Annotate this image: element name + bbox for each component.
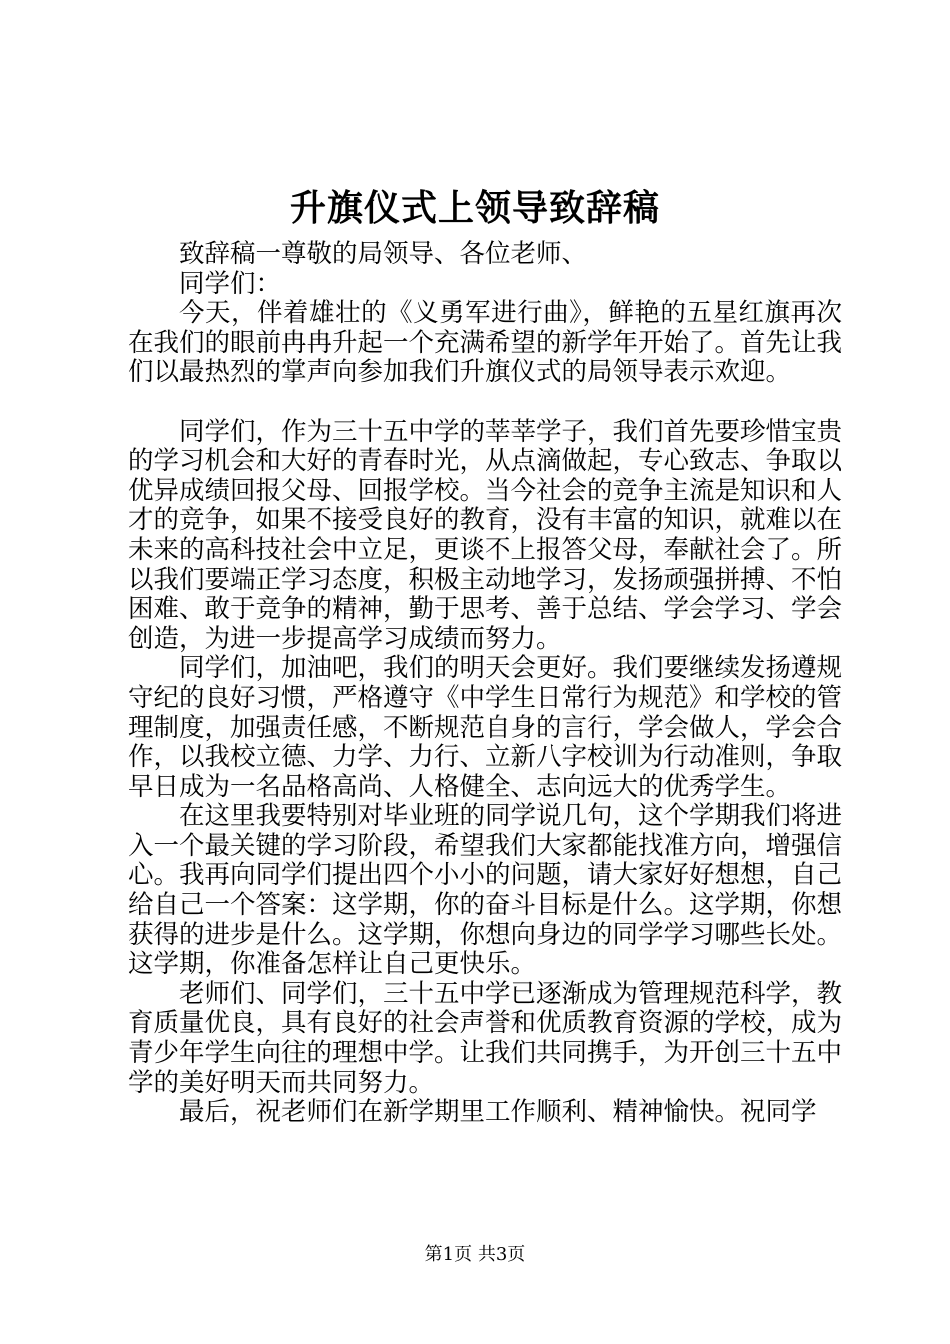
document-body [128,240,842,1128]
salutation-line: 致辞稿一尊敬的局领导、各位老师、 [179,239,588,269]
body-paragraph: 今天，伴着雄壮的《义勇军进行曲》，鲜艳的五星红旗再次在我们的眼前冉冉升起一个充满希望的新学年开始了。首先让我们以最热烈的掌声向参加我们升旗仪式的局领导表示欢迎。 [128,298,843,388]
body-paragraph: 同学们，作为三十五中学的莘莘学子，我们首先要珍惜宝贵的学习机会和大好的青春时光，从点滴做起，专心致志、争取以优异成绩回报父母、回报学校。当今社会的竞争主流是知识和人才的竞争，如果不接受良好的教育，没有丰富的知识，就难以在未来的高科技社会中立足，更谈不上报答父母，奉献社会了。所以我们要端正学习态度，积极主动地学习，发扬顽强拼搏、不怕困难、敢于竞争的精神，勤于思考、善于总结、学会学习、学会创造，为进一步提高学习成绩而努力。 [128,416,843,654]
body-paragraph: 同学们，加油吧，我们的明天会更好。我们要继续发扬遵规守纪的良好习惯，严格遵守《中学生日常行为规范》和学校的管理制度，加强责任感，不断规范自身的言行，学会做人，学会合作，以我校立德、力学、力行、立新八字校训为行动准则，争取早日成为一名品格高尚、人格健全、志向远大的优秀学生。 [128,653,843,802]
body-paragraph: 老师们、同学们，三十五中学已逐渐成为管理规范科学，教育质量优良，具有良好的社会声誉和优质教育资源的学校，成为青少年学生向往的理想中学。让我们共同携手，为开创三十五中学的美好明天而共同努力。 [128,978,843,1098]
body-paragraph: 在这里我要特别对毕业班的同学说几句，这个学期我们将进入一个最关键的学习阶段，希望我们大家都能找准方向，增强信心。我再向同学们提出四个小小的问题，请大家好好想想，自己给自己一个答案：这学期，你的奋斗目标是什么。这学期，你想获得的进步是什么。这学期，你想向身边的同学学习哪些长处。这学期，你准备怎样让自己更快乐。 [128,801,843,980]
document-title: 升旗仪式上领导致辞稿 [289,187,660,229]
body-paragraph: 最后，祝老师们在新学期里工作顺利、精神愉快。祝同学 [179,1097,817,1128]
page-number-footer: 第1页 共3页 [424,1244,526,1265]
salutation-line: 同学们： [179,268,282,299]
